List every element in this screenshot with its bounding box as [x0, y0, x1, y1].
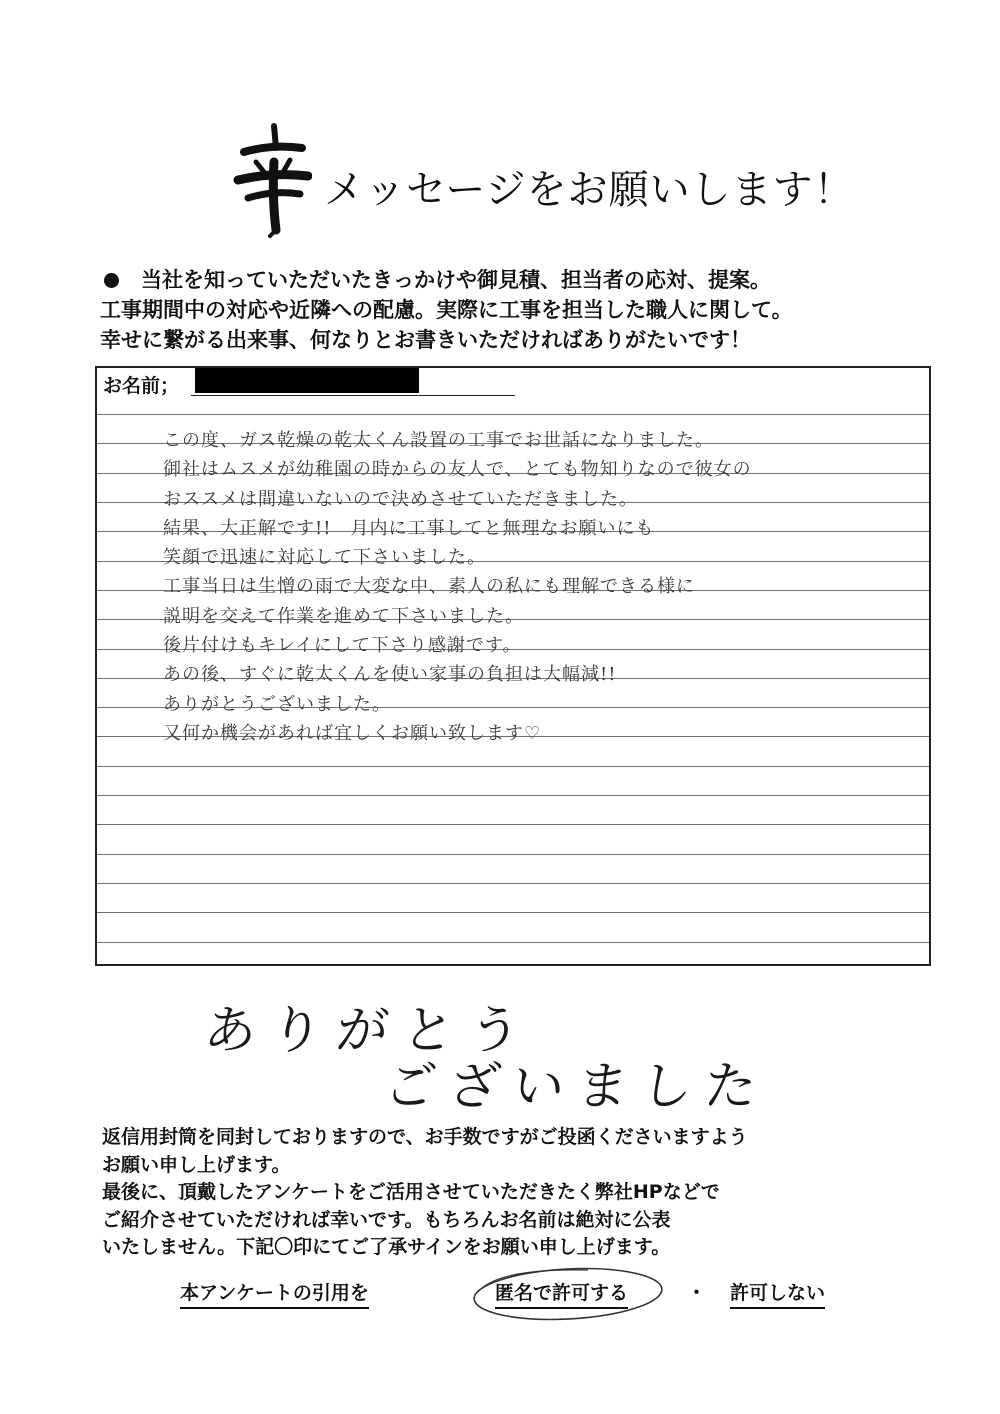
handwritten-line: 御社はムスメが幼稚園の時からの友人で、とても物知りなので彼女の [163, 459, 752, 481]
handwritten-line: おススメは間違いないので決めさせていただきました。 [163, 488, 638, 510]
handwritten-line: 説明を交えて作業を進めて下さいました。 [163, 605, 524, 627]
brush-kou-character [232, 118, 312, 238]
handwritten-line: ありがとうございました。 [163, 693, 391, 715]
option-separator: ・ [687, 1282, 707, 1304]
handwritten-line: この度、ガス乾燥の乾太くん設置の工事でお世話になりました。 [163, 430, 714, 451]
closing-line: ご紹介させていただければ幸いです。もちろんお名前は絶対に公表 [102, 1208, 671, 1231]
title-area [232, 118, 932, 238]
name-underline [191, 395, 515, 396]
name-label: お名前； [103, 375, 180, 397]
ruled-line [97, 883, 929, 884]
handwritten-line: 笑顔で迅速に対応して下さいました。 [163, 547, 486, 569]
ruled-line [97, 414, 929, 415]
handwritten-line: 又何か機会があれば宜しくお願い致します♡ [163, 722, 542, 744]
bullet-icon [104, 273, 119, 288]
ruled-line [97, 942, 929, 943]
option-anonymous[interactable]: 匿名で許可する [495, 1278, 628, 1309]
handwritten-line: 結果、大正解です!! 月内に工事してと無理なお願いにも [163, 517, 655, 539]
handwritten-line: あの後、すぐに乾太くんを使い家事の負担は大幅減!! [163, 664, 617, 686]
ruled-line [97, 824, 929, 825]
thanks-line-1: ありがとう [201, 1001, 538, 1061]
closing-line: いたしません。下記〇印にてご了承サインをお願い申し上げます。 [102, 1236, 671, 1258]
intro-line: 当社を知っていただいたきっかけや御見積、担当者の応対、提案。 [100, 265, 900, 295]
intro-line: 幸せに繋がる出来事、何なりとお書きいただければありがたいです！ [100, 328, 751, 352]
comment-box [95, 366, 931, 966]
closing-line: 最後に、頂戴したアンケートをご活用させていただきたく弊社HPなどで [102, 1181, 720, 1203]
ruled-line [97, 766, 929, 767]
closing-line: お願い申し上げます。 [102, 1153, 291, 1176]
page-title: メッセージをお願いします！ [324, 167, 855, 213]
permission-row [180, 1278, 900, 1338]
option-deny[interactable]: 許可しない [730, 1278, 825, 1309]
ruled-line [97, 795, 929, 796]
redacted-name [195, 368, 419, 393]
handwritten-message [163, 426, 923, 748]
intro-line: 工事期間中の対応や近隣への配慮。実際に工事を担当した職人に関して。 [100, 298, 793, 322]
permission-label: 本アンケートの引用を [180, 1278, 369, 1309]
handwritten-line: 後片付けもキレイにして下さり感謝です。 [163, 635, 522, 657]
thank-you-calligraphy [201, 988, 865, 1118]
closing-text [102, 1124, 922, 1262]
handwritten-line: 工事当日は生憎の雨で大変な中、素人の私にも理解できる様に [163, 576, 695, 598]
ruled-line [97, 854, 929, 855]
intro-text [100, 265, 900, 355]
ruled-line [97, 912, 929, 913]
closing-line: 返信用封筒を同封しておりますので、お手数ですがご投函くださいますよう [102, 1126, 748, 1148]
thanks-line-2: ございました [381, 1057, 772, 1117]
